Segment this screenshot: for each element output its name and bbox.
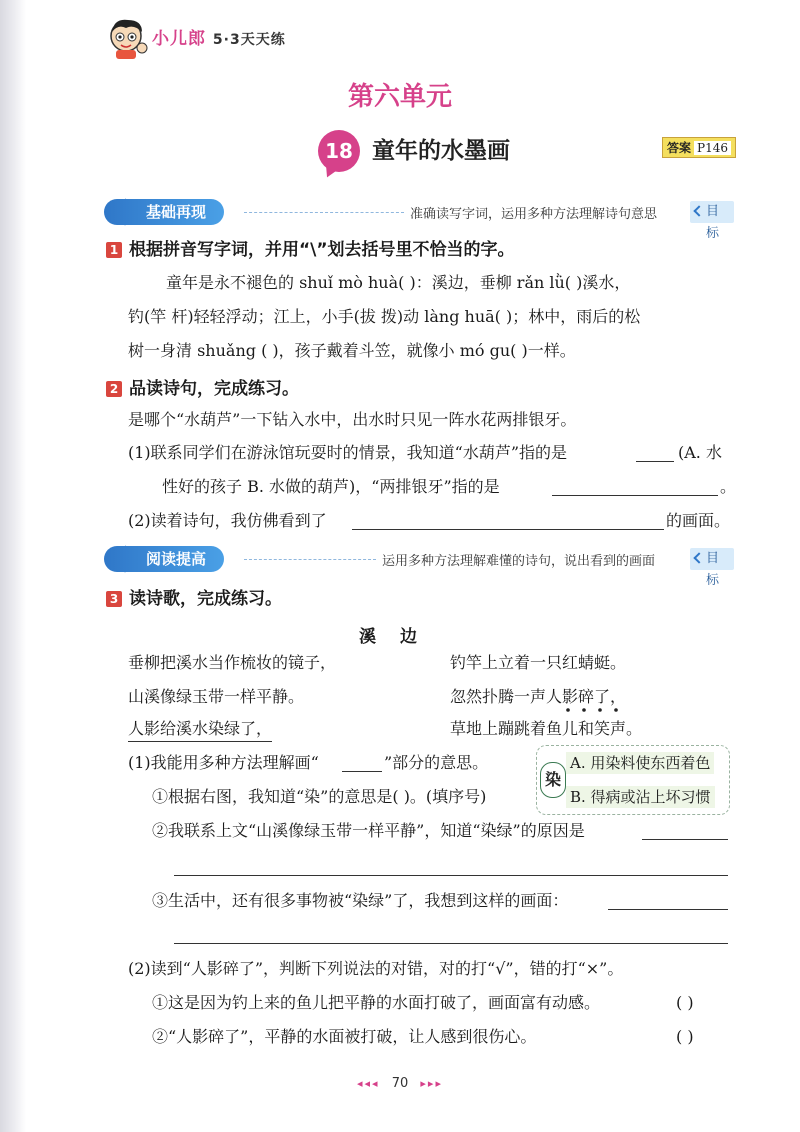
right-arrows-icon: ▸▸▸ (420, 1077, 443, 1090)
q1-line-3: 树一身清 shuǎng ( )，孩子戴着斗笠，就像小 mó gu( )一样。 (128, 341, 576, 360)
answer-blank[interactable] (608, 908, 728, 910)
question-1-heading (106, 235, 515, 260)
dictionary-meaning-a: A. 用染料使东西着色 (566, 752, 714, 774)
answer-blank[interactable] (642, 838, 728, 840)
q2-part1-text-b: (A. 水 (678, 443, 722, 462)
goal-tag: 目标 (690, 201, 734, 223)
answer-page: P146 (694, 141, 731, 155)
section-bar-basics (104, 199, 734, 241)
answer-label: 答案 (667, 141, 692, 155)
poem-right-line-1: 钓竿上立着一只红蜻蜓。 (450, 653, 627, 672)
brand-subtitle: 5·3天天练 (212, 32, 286, 48)
q1-line-1: 童年是永不褪色的 shuǐ mò huà( )：溪边，垂柳 rǎn lǜ( )溪水， (166, 273, 631, 292)
emphasis-dots (560, 706, 640, 714)
q2-part1-text-a: (1)联系同学们在游泳馆玩耍时的情景，我知道“水葫芦”指的是 (128, 443, 568, 462)
judgement-paren[interactable]: ( ) (676, 993, 694, 1012)
page-footer (0, 1076, 800, 1091)
answer-line[interactable] (174, 874, 728, 876)
section-goal: 运用多种方法理解难懂的诗句，说出看到的画面 (382, 554, 656, 569)
section-goal: 准确读写字词，运用多种方法理解诗句意思 (410, 207, 658, 222)
q2-part2-text-b: 的画面。 (666, 511, 731, 530)
answer-blank[interactable] (552, 494, 718, 496)
section-divider (244, 559, 376, 560)
section-title: 基础再现 (104, 199, 224, 225)
question-title: 品读诗句，完成练习。 (129, 379, 299, 399)
answer-blank[interactable] (352, 528, 664, 530)
q2-part2-text-a: (2)读着诗句，我仿佛看到了 (128, 511, 327, 530)
unit-title: 第六单元 (347, 82, 452, 112)
poem-right-line-3: 草地上蹦跳着鱼儿和笑声。 (450, 719, 643, 738)
brand-logo-text (152, 24, 286, 49)
q3-sub2-item-1: ①这是因为钓上来的鱼儿把平静的水面打破了，画面富有动感。 (152, 993, 601, 1012)
lesson-number-badge: 18 (318, 130, 360, 172)
section-bar-reading (104, 546, 734, 588)
brand-name: 小儿郎 (152, 29, 206, 49)
q3-sub1-item-1: ①根据右图，我知道“染”的意思是( )。(填序号) (152, 787, 487, 806)
question-title: 根据拼音写字词，并用“\”划去括号里不恰当的字。 (129, 240, 515, 260)
question-title: 读诗歌，完成练习。 (129, 589, 282, 609)
poem-left-line-3-underlined: 人影给溪水染绿了， (128, 718, 272, 742)
q3-sub1-item-3: ③生活中，还有很多事物被“染绿”了，我想到这样的画面： (152, 891, 569, 910)
poem-title: 溪边 (359, 627, 441, 647)
goal-tag: 目标 (690, 548, 734, 570)
answer-line[interactable] (174, 942, 728, 944)
q2-part1-text-c: 性好的孩子 B. 水做的葫芦)，“两排银牙”指的是 (162, 477, 500, 496)
poem-left-line-2: 山溪像绿玉带一样平静。 (128, 687, 305, 706)
page-edge-shadow (0, 0, 26, 1132)
question-number: 1 (106, 242, 122, 258)
answer-blank[interactable] (636, 460, 674, 462)
q2-poem-line: 是哪个“水葫芦”一下钻入水中，出水时只见一阵水花两排银牙。 (128, 410, 577, 429)
poem-right-line-2: 忽然扑腾一声人影碎了， (450, 687, 627, 706)
boy-mascot-logo (104, 16, 152, 60)
judgement-paren[interactable]: ( ) (676, 1027, 694, 1046)
section-title: 阅读提高 (104, 546, 224, 572)
q2-part1-text-d: 。 (720, 477, 737, 496)
section-divider (244, 212, 404, 213)
q1-line-2: 钓(竿 杆)轻轻浮动；江上，小手(拔 拨)动 làng huā( )；林中，雨后的松 (128, 307, 641, 326)
dictionary-character: 染 (540, 762, 566, 798)
dictionary-meaning-b: B. 得病或沾上坏习惯 (566, 786, 715, 808)
page-number: 70 (391, 1076, 409, 1091)
q3-sub1-text-a: (1)我能用多种方法理解画“ (128, 753, 319, 772)
poem-left-line-1: 垂柳把溪水当作梳妆的镜子， (128, 653, 337, 672)
answer-reference-tag (662, 137, 736, 158)
question-2-heading (106, 374, 299, 399)
question-3-heading (106, 584, 282, 609)
question-number: 2 (106, 381, 122, 397)
q3-sub1-text-b: ”部分的意思。 (384, 753, 489, 772)
answer-blank[interactable] (342, 770, 382, 772)
left-arrows-icon: ◂◂◂ (357, 1077, 380, 1090)
lesson-title: 童年的水墨画 (372, 138, 510, 164)
q3-sub2-text: (2)读到“人影碎了”，判断下列说法的对错，对的打“√”，错的打“×”。 (128, 959, 624, 978)
q3-sub1-item-2: ②我联系上文“山溪像绿玉带一样平静”，知道“染绿”的原因是 (152, 821, 585, 840)
question-number: 3 (106, 591, 122, 607)
q3-sub2-item-2: ②“人影碎了”，平静的水面被打破，让人感到很伤心。 (152, 1027, 537, 1046)
